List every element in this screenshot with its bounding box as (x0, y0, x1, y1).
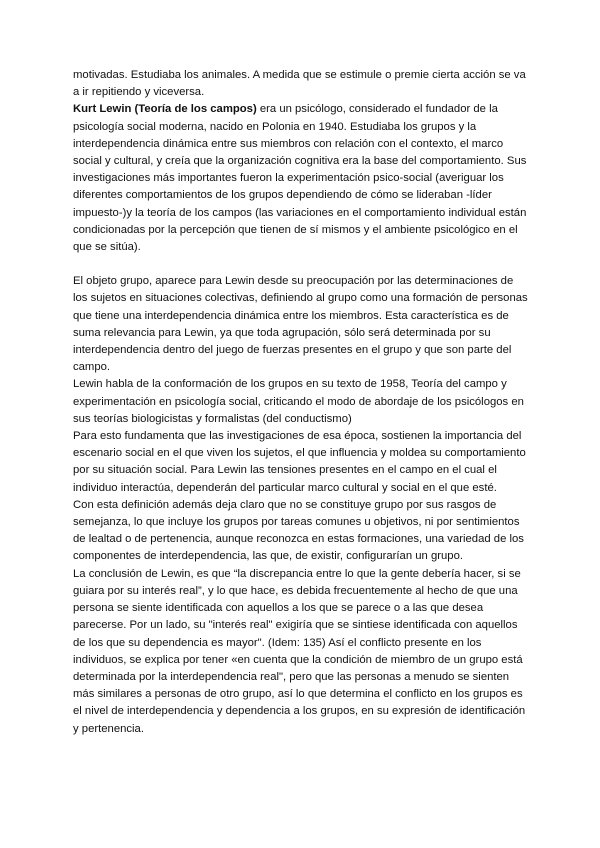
paragraph-group-conformation: Lewin habla de la conformación de los grupos en su texto de 1958, Teoría del campo y experimentación en psicología social, criticando el modo de abordaje de los psicólogos en sus teorías biologicistas y formalistas (del conductismo) (73, 378, 524, 425)
paragraph-gap (73, 256, 530, 273)
paragraph-behaviorism-end: motivadas. Estudiaba los animales. A medida que se estimule o premie cierta acción se va a ir repitiendo y viceversa. (73, 69, 526, 99)
paragraph-group-object: El objeto grupo, aparece para Lewin desde su preocupación por las determinaciones de los sujetos en situaciones colectivas, definiendo al grupo como una formación de personas que tiene una interdependencia dinámica entre los miembros. Esta característica es de suma relevancia para Lewin, ya que toda agrupación, sólo será determinada por su interdependencia dentro del juego de fuerzas presentes en el grupo y que son parte del campo. (73, 275, 528, 374)
paragraph-definition: Con esta definición además deja claro que no se constituye grupo por sus rasgos de semejanza, lo que incluye los grupos por tareas comunes u objetivos, ni por sentimientos de lealtad o de pertenencia, aunque reconozca en estas formaciones, una variedad de los componentes de interdependencia, las que, de existir, configurarían un grupo. (73, 498, 524, 563)
kurt-lewin-heading: Kurt Lewin (Teoría de los campos) (73, 103, 257, 116)
paragraph-kurt-lewin-intro (73, 101, 530, 256)
paragraph-social-setting: Para esto fundamenta que las investigaciones de esa época, sostienen la importancia del escenario social en el que viven los sujetos, el que influencia y moldea su comportamiento por su situación social. Para Lewin las tensiones presentes en el campo en el cual el individuo interactúa, dependerán del particular marco cultural y social en el que esté. (73, 430, 526, 494)
paragraph-conclusion: La conclusión de Lewin, es que “la discrepancia entre lo que la gente debería hacer, si se guiara por su interés real”, y lo que hace, es debida frecuentemente al hecho de que una persona se siente identificada con aquellos a los que se parece o a las que desea parecerse. Por un lado, su "interés real" exigiría que se sintiese identificada con aquellos de los que su dependencia es mayor". (Idem: 135) Así el conflicto presente en los individuos, se explica por tener «en cuenta que la condición de miembro de un grupo está determinada por la interdependencia real", pero que las personas a menudo se sienten más similares a personas de otro grupo, así lo que determina el conflicto en los grupos es el nivel de interdependencia y dependencia a los grupos, en su expresión de identificación y pertenencia. (73, 567, 526, 735)
kurt-lewin-intro-text: era un psicólogo, considerado el fundador de la psicología social moderna, nacido en Polonia en 1940. Estudiaba los grupos y la interdependencia dinámica entre sus miembros con relación con el contexto, el marco social y cultural, y creía que la organización cognitiva era la base del comportamiento. Sus investigaciones más importantes fueron la experimentación psico-social (averiguar los diferentes comportamientos de los grupos dependiendo de cómo se lideraban -líder impuesto-)y la teoría de los campos (las variaciones en el comportamiento individual están condicionadas por la percepción que tienen de sí mismos y el ambiente psicológico en el que se sitúa). (73, 103, 527, 254)
